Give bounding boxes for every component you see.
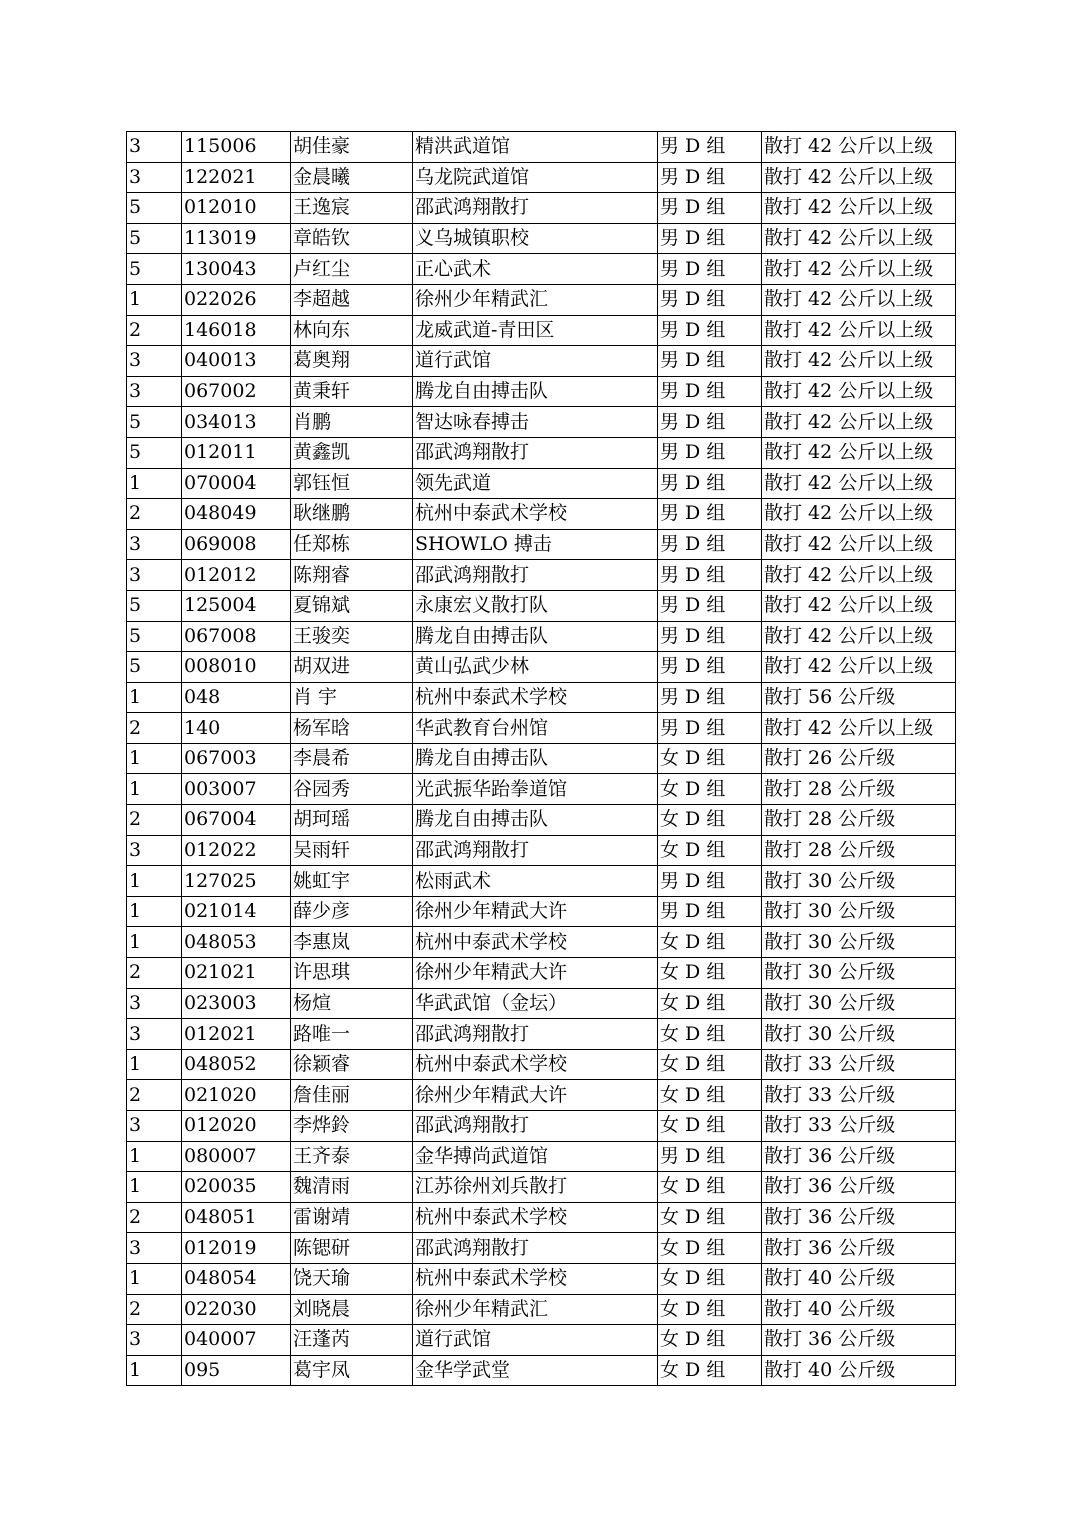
table-row [127, 346, 956, 377]
name-cell: 薛少彦 [291, 896, 413, 927]
event-cell: 散打 40 公斤级 [762, 1294, 956, 1325]
table-row [127, 1049, 956, 1080]
group-cell: 男 D 组 [658, 652, 762, 683]
id-cell: 122021 [182, 162, 291, 193]
table-row [127, 835, 956, 866]
id-cell: 012012 [182, 560, 291, 591]
group-cell: 男 D 组 [658, 682, 762, 713]
rank-cell: 5 [127, 254, 182, 285]
name-cell: 徐颖睿 [291, 1049, 413, 1080]
rank-cell: 1 [127, 1263, 182, 1294]
event-cell: 散打 33 公斤级 [762, 1080, 956, 1111]
id-cell: 012019 [182, 1233, 291, 1264]
name-cell: 吴雨轩 [291, 835, 413, 866]
club-cell: 杭州中泰武术学校 [413, 682, 658, 713]
id-cell: 020035 [182, 1172, 291, 1203]
club-cell: 徐州少年精武汇 [413, 284, 658, 315]
rank-cell: 1 [127, 468, 182, 499]
club-cell: 华武教育台州馆 [413, 713, 658, 744]
club-cell: 腾龙自由搏击队 [413, 376, 658, 407]
group-cell: 男 D 组 [658, 162, 762, 193]
rank-cell: 1 [127, 284, 182, 315]
event-cell: 散打 42 公斤以上级 [762, 560, 956, 591]
group-cell: 男 D 组 [658, 621, 762, 652]
club-cell: 邵武鸿翔散打 [413, 1111, 658, 1142]
name-cell: 杨煊 [291, 988, 413, 1019]
event-cell: 散打 56 公斤级 [762, 682, 956, 713]
event-cell: 散打 28 公斤级 [762, 835, 956, 866]
rank-cell: 3 [127, 988, 182, 1019]
rank-cell: 3 [127, 1111, 182, 1142]
name-cell: 陈翔睿 [291, 560, 413, 591]
group-cell: 男 D 组 [658, 499, 762, 530]
name-cell: 王齐泰 [291, 1141, 413, 1172]
group-cell: 男 D 组 [658, 713, 762, 744]
group-cell: 男 D 组 [658, 529, 762, 560]
rank-cell: 1 [127, 866, 182, 897]
table-row [127, 743, 956, 774]
id-cell: 022030 [182, 1294, 291, 1325]
group-cell: 女 D 组 [658, 988, 762, 1019]
table-row [127, 713, 956, 744]
table-row [127, 682, 956, 713]
id-cell: 022026 [182, 284, 291, 315]
rank-cell: 2 [127, 958, 182, 989]
name-cell: 胡珂瑶 [291, 805, 413, 836]
id-cell: 067003 [182, 743, 291, 774]
rank-cell: 3 [127, 529, 182, 560]
id-cell: 130043 [182, 254, 291, 285]
group-cell: 男 D 组 [658, 866, 762, 897]
table-row [127, 560, 956, 591]
name-cell: 李晨希 [291, 743, 413, 774]
club-cell: 邵武鸿翔散打 [413, 1233, 658, 1264]
table-row [127, 315, 956, 346]
rank-cell: 2 [127, 499, 182, 530]
rank-cell: 5 [127, 223, 182, 254]
table-row [127, 958, 956, 989]
id-cell: 067008 [182, 621, 291, 652]
club-cell: 邵武鸿翔散打 [413, 437, 658, 468]
event-cell: 散打 40 公斤级 [762, 1355, 956, 1386]
club-cell: 杭州中泰武术学校 [413, 927, 658, 958]
rank-cell: 1 [127, 927, 182, 958]
id-cell: 012010 [182, 193, 291, 224]
event-cell: 散打 42 公斤以上级 [762, 499, 956, 530]
name-cell: 詹佳丽 [291, 1080, 413, 1111]
table-row [127, 927, 956, 958]
id-cell: 048053 [182, 927, 291, 958]
rank-cell: 3 [127, 1325, 182, 1356]
group-cell: 女 D 组 [658, 1019, 762, 1050]
table-row [127, 284, 956, 315]
event-cell: 散打 42 公斤以上级 [762, 132, 956, 163]
id-cell: 012022 [182, 835, 291, 866]
club-cell: 徐州少年精武大许 [413, 896, 658, 927]
group-cell: 男 D 组 [658, 376, 762, 407]
name-cell: 肖 宇 [291, 682, 413, 713]
event-cell: 散打 42 公斤以上级 [762, 315, 956, 346]
club-cell: 黄山弘武少林 [413, 652, 658, 683]
club-cell: 金华学武堂 [413, 1355, 658, 1386]
table-row [127, 866, 956, 897]
results-table-body [127, 132, 956, 1386]
event-cell: 散打 42 公斤以上级 [762, 529, 956, 560]
event-cell: 散打 42 公斤以上级 [762, 713, 956, 744]
event-cell: 散打 28 公斤级 [762, 774, 956, 805]
name-cell: 郭钰恒 [291, 468, 413, 499]
club-cell: 腾龙自由搏击队 [413, 805, 658, 836]
event-cell: 散打 42 公斤以上级 [762, 193, 956, 224]
results-table [126, 131, 956, 1386]
group-cell: 女 D 组 [658, 1172, 762, 1203]
id-cell: 048049 [182, 499, 291, 530]
table-row [127, 437, 956, 468]
table-row [127, 193, 956, 224]
rank-cell: 2 [127, 713, 182, 744]
table-row [127, 529, 956, 560]
name-cell: 李惠岚 [291, 927, 413, 958]
id-cell: 012021 [182, 1019, 291, 1050]
group-cell: 男 D 组 [658, 254, 762, 285]
name-cell: 葛宇凤 [291, 1355, 413, 1386]
table-row [127, 132, 956, 163]
rank-cell: 3 [127, 835, 182, 866]
rank-cell: 3 [127, 376, 182, 407]
event-cell: 散打 36 公斤级 [762, 1233, 956, 1264]
table-row [127, 1233, 956, 1264]
name-cell: 黄鑫凯 [291, 437, 413, 468]
id-cell: 034013 [182, 407, 291, 438]
group-cell: 女 D 组 [658, 927, 762, 958]
name-cell: 黄秉轩 [291, 376, 413, 407]
id-cell: 048052 [182, 1049, 291, 1080]
table-row [127, 590, 956, 621]
name-cell: 谷园秀 [291, 774, 413, 805]
event-cell: 散打 42 公斤以上级 [762, 376, 956, 407]
group-cell: 女 D 组 [658, 1325, 762, 1356]
club-cell: 邵武鸿翔散打 [413, 560, 658, 591]
id-cell: 003007 [182, 774, 291, 805]
id-cell: 021021 [182, 958, 291, 989]
name-cell: 许思琪 [291, 958, 413, 989]
event-cell: 散打 30 公斤级 [762, 988, 956, 1019]
id-cell: 069008 [182, 529, 291, 560]
group-cell: 男 D 组 [658, 896, 762, 927]
rank-cell: 1 [127, 682, 182, 713]
rank-cell: 5 [127, 407, 182, 438]
rank-cell: 1 [127, 1141, 182, 1172]
table-row [127, 1080, 956, 1111]
event-cell: 散打 33 公斤级 [762, 1049, 956, 1080]
club-cell: 邵武鸿翔散打 [413, 835, 658, 866]
group-cell: 女 D 组 [658, 958, 762, 989]
name-cell: 胡双进 [291, 652, 413, 683]
rank-cell: 2 [127, 1202, 182, 1233]
event-cell: 散打 36 公斤级 [762, 1325, 956, 1356]
name-cell: 杨军晗 [291, 713, 413, 744]
name-cell: 王骏奕 [291, 621, 413, 652]
club-cell: 江苏徐州刘兵散打 [413, 1172, 658, 1203]
rank-cell: 1 [127, 743, 182, 774]
event-cell: 散打 42 公斤以上级 [762, 254, 956, 285]
group-cell: 女 D 组 [658, 1080, 762, 1111]
name-cell: 刘晓晨 [291, 1294, 413, 1325]
club-cell: 龙威武道-青田区 [413, 315, 658, 346]
rank-cell: 3 [127, 1019, 182, 1050]
id-cell: 127025 [182, 866, 291, 897]
club-cell: 杭州中泰武术学校 [413, 1263, 658, 1294]
group-cell: 男 D 组 [658, 407, 762, 438]
id-cell: 040013 [182, 346, 291, 377]
club-cell: 徐州少年精武汇 [413, 1294, 658, 1325]
club-cell: 正心武术 [413, 254, 658, 285]
group-cell: 女 D 组 [658, 1263, 762, 1294]
group-cell: 女 D 组 [658, 1233, 762, 1264]
table-row [127, 1019, 956, 1050]
rank-cell: 1 [127, 1049, 182, 1080]
rank-cell: 3 [127, 346, 182, 377]
name-cell: 任郑栋 [291, 529, 413, 560]
name-cell: 胡佳豪 [291, 132, 413, 163]
id-cell: 012011 [182, 437, 291, 468]
id-cell: 095 [182, 1355, 291, 1386]
name-cell: 陈锶研 [291, 1233, 413, 1264]
table-row [127, 1172, 956, 1203]
table-row [127, 1202, 956, 1233]
club-cell: 精洪武道馆 [413, 132, 658, 163]
rank-cell: 1 [127, 1355, 182, 1386]
group-cell: 女 D 组 [658, 1294, 762, 1325]
club-cell: 杭州中泰武术学校 [413, 1049, 658, 1080]
rank-cell: 1 [127, 774, 182, 805]
id-cell: 067002 [182, 376, 291, 407]
id-cell: 140 [182, 713, 291, 744]
id-cell: 012020 [182, 1111, 291, 1142]
club-cell: 松雨武术 [413, 866, 658, 897]
name-cell: 耿继鹏 [291, 499, 413, 530]
table-row [127, 621, 956, 652]
group-cell: 男 D 组 [658, 590, 762, 621]
group-cell: 男 D 组 [658, 315, 762, 346]
event-cell: 散打 36 公斤级 [762, 1172, 956, 1203]
rank-cell: 3 [127, 132, 182, 163]
table-row [127, 1263, 956, 1294]
rank-cell: 5 [127, 652, 182, 683]
club-cell: 道行武馆 [413, 1325, 658, 1356]
id-cell: 067004 [182, 805, 291, 836]
id-cell: 040007 [182, 1325, 291, 1356]
event-cell: 散打 36 公斤级 [762, 1202, 956, 1233]
rank-cell: 2 [127, 1294, 182, 1325]
name-cell: 章皓钦 [291, 223, 413, 254]
name-cell: 王逸宸 [291, 193, 413, 224]
group-cell: 男 D 组 [658, 346, 762, 377]
name-cell: 卢红尘 [291, 254, 413, 285]
table-row [127, 988, 956, 1019]
event-cell: 散打 33 公斤级 [762, 1111, 956, 1142]
rank-cell: 2 [127, 805, 182, 836]
club-cell: 智达咏春搏击 [413, 407, 658, 438]
event-cell: 散打 42 公斤以上级 [762, 621, 956, 652]
id-cell: 113019 [182, 223, 291, 254]
club-cell: 义乌城镇职校 [413, 223, 658, 254]
rank-cell: 1 [127, 1172, 182, 1203]
name-cell: 夏锦斌 [291, 590, 413, 621]
event-cell: 散打 42 公斤以上级 [762, 284, 956, 315]
name-cell: 肖鹏 [291, 407, 413, 438]
id-cell: 048054 [182, 1263, 291, 1294]
club-cell: 道行武馆 [413, 346, 658, 377]
rank-cell: 2 [127, 315, 182, 346]
table-row [127, 468, 956, 499]
table-row [127, 1325, 956, 1356]
id-cell: 146018 [182, 315, 291, 346]
id-cell: 115006 [182, 132, 291, 163]
club-cell: 杭州中泰武术学校 [413, 1202, 658, 1233]
name-cell: 葛奥翔 [291, 346, 413, 377]
rank-cell: 3 [127, 1233, 182, 1264]
event-cell: 散打 42 公斤以上级 [762, 162, 956, 193]
rank-cell: 1 [127, 896, 182, 927]
club-cell: 领先武道 [413, 468, 658, 499]
table-row [127, 162, 956, 193]
id-cell: 080007 [182, 1141, 291, 1172]
club-cell: 腾龙自由搏击队 [413, 743, 658, 774]
table-row [127, 652, 956, 683]
group-cell: 女 D 组 [658, 774, 762, 805]
event-cell: 散打 42 公斤以上级 [762, 437, 956, 468]
name-cell: 李超越 [291, 284, 413, 315]
group-cell: 女 D 组 [658, 1049, 762, 1080]
event-cell: 散打 42 公斤以上级 [762, 407, 956, 438]
group-cell: 男 D 组 [658, 284, 762, 315]
group-cell: 女 D 组 [658, 835, 762, 866]
rank-cell: 5 [127, 590, 182, 621]
table-row [127, 774, 956, 805]
group-cell: 男 D 组 [658, 437, 762, 468]
event-cell: 散打 40 公斤级 [762, 1263, 956, 1294]
rank-cell: 3 [127, 560, 182, 591]
group-cell: 男 D 组 [658, 1141, 762, 1172]
name-cell: 雷谢靖 [291, 1202, 413, 1233]
id-cell: 021014 [182, 896, 291, 927]
rank-cell: 2 [127, 1080, 182, 1111]
table-row [127, 805, 956, 836]
event-cell: 散打 30 公斤级 [762, 1019, 956, 1050]
table-row [127, 223, 956, 254]
event-cell: 散打 36 公斤级 [762, 1141, 956, 1172]
table-row [127, 1355, 956, 1386]
id-cell: 048 [182, 682, 291, 713]
group-cell: 男 D 组 [658, 223, 762, 254]
name-cell: 林向东 [291, 315, 413, 346]
group-cell: 女 D 组 [658, 805, 762, 836]
id-cell: 021020 [182, 1080, 291, 1111]
club-cell: 徐州少年精武大许 [413, 1080, 658, 1111]
rank-cell: 5 [127, 193, 182, 224]
club-cell: 光武振华跆拳道馆 [413, 774, 658, 805]
table-row [127, 1294, 956, 1325]
table-row [127, 499, 956, 530]
table-row [127, 407, 956, 438]
event-cell: 散打 30 公斤级 [762, 866, 956, 897]
event-cell: 散打 26 公斤级 [762, 743, 956, 774]
group-cell: 男 D 组 [658, 468, 762, 499]
event-cell: 散打 30 公斤级 [762, 927, 956, 958]
name-cell: 姚虹宇 [291, 866, 413, 897]
event-cell: 散打 28 公斤级 [762, 805, 956, 836]
event-cell: 散打 42 公斤以上级 [762, 223, 956, 254]
table-row [127, 376, 956, 407]
club-cell: 华武武馆（金坛） [413, 988, 658, 1019]
table-row [127, 254, 956, 285]
id-cell: 048051 [182, 1202, 291, 1233]
event-cell: 散打 30 公斤级 [762, 958, 956, 989]
name-cell: 饶天瑜 [291, 1263, 413, 1294]
name-cell: 李烨鈴 [291, 1111, 413, 1142]
name-cell: 路唯一 [291, 1019, 413, 1050]
rank-cell: 5 [127, 437, 182, 468]
group-cell: 女 D 组 [658, 743, 762, 774]
club-cell: 杭州中泰武术学校 [413, 499, 658, 530]
id-cell: 125004 [182, 590, 291, 621]
club-cell: 徐州少年精武大许 [413, 958, 658, 989]
id-cell: 008010 [182, 652, 291, 683]
table-row [127, 1111, 956, 1142]
group-cell: 男 D 组 [658, 132, 762, 163]
group-cell: 男 D 组 [658, 193, 762, 224]
id-cell: 023003 [182, 988, 291, 1019]
club-cell: SHOWLO 搏击 [413, 529, 658, 560]
rank-cell: 3 [127, 162, 182, 193]
name-cell: 金晨曦 [291, 162, 413, 193]
club-cell: 乌龙院武道馆 [413, 162, 658, 193]
club-cell: 腾龙自由搏击队 [413, 621, 658, 652]
rank-cell: 5 [127, 621, 182, 652]
club-cell: 永康宏义散打队 [413, 590, 658, 621]
club-cell: 邵武鸿翔散打 [413, 193, 658, 224]
group-cell: 女 D 组 [658, 1111, 762, 1142]
event-cell: 散打 42 公斤以上级 [762, 346, 956, 377]
event-cell: 散打 42 公斤以上级 [762, 468, 956, 499]
group-cell: 女 D 组 [658, 1202, 762, 1233]
group-cell: 男 D 组 [658, 560, 762, 591]
club-cell: 邵武鸿翔散打 [413, 1019, 658, 1050]
name-cell: 汪蓬芮 [291, 1325, 413, 1356]
id-cell: 070004 [182, 468, 291, 499]
event-cell: 散打 30 公斤级 [762, 896, 956, 927]
event-cell: 散打 42 公斤以上级 [762, 590, 956, 621]
table-row [127, 1141, 956, 1172]
group-cell: 女 D 组 [658, 1355, 762, 1386]
event-cell: 散打 42 公斤以上级 [762, 652, 956, 683]
club-cell: 金华搏尚武道馆 [413, 1141, 658, 1172]
name-cell: 魏清雨 [291, 1172, 413, 1203]
table-row [127, 896, 956, 927]
